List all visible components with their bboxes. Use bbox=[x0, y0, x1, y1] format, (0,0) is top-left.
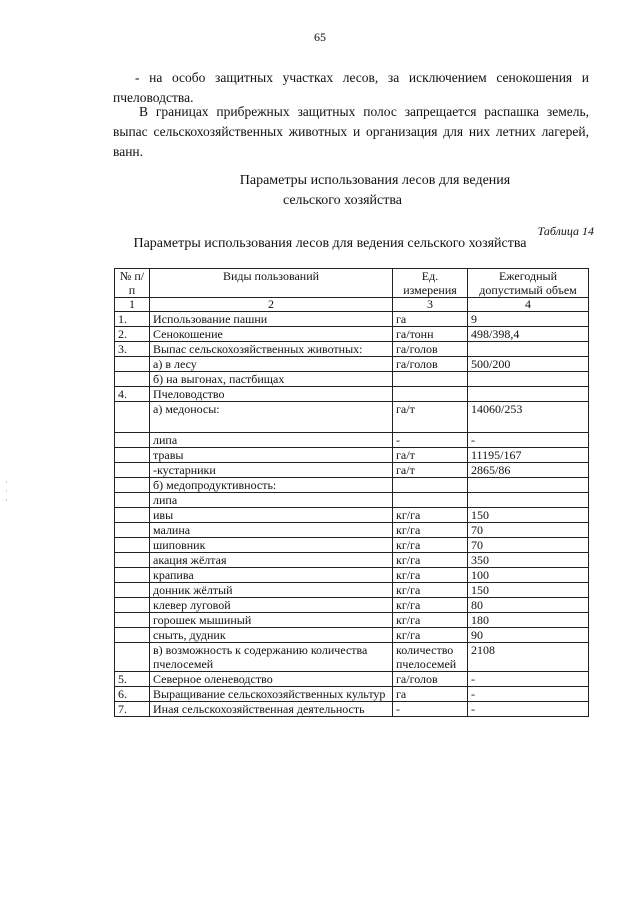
row-volume: - bbox=[468, 433, 589, 448]
row-unit: га/тонн bbox=[393, 327, 468, 342]
row-volume: - bbox=[468, 702, 589, 717]
row-number bbox=[115, 357, 150, 372]
table-row bbox=[115, 702, 589, 717]
table-row bbox=[115, 463, 589, 478]
row-unit: - bbox=[393, 702, 468, 717]
row-unit: - bbox=[393, 433, 468, 448]
row-number: 2. bbox=[115, 327, 150, 342]
row-volume: 150 bbox=[468, 508, 589, 523]
row-volume bbox=[468, 372, 589, 387]
row-number: 7. bbox=[115, 702, 150, 717]
row-volume: 2108 bbox=[468, 643, 589, 672]
column-number: 3 bbox=[393, 298, 468, 312]
row-unit: га bbox=[393, 687, 468, 702]
row-unit: га bbox=[393, 312, 468, 327]
row-use-type: а) медоносы: bbox=[150, 402, 393, 433]
row-unit: кг/га bbox=[393, 628, 468, 643]
table-row bbox=[115, 628, 589, 643]
forest-use-table bbox=[114, 268, 589, 717]
table-row bbox=[115, 672, 589, 687]
row-unit: кг/га bbox=[393, 568, 468, 583]
row-number: 4. bbox=[115, 387, 150, 402]
row-unit: кг/га bbox=[393, 553, 468, 568]
row-unit: га/голов bbox=[393, 342, 468, 357]
row-number: 5. bbox=[115, 672, 150, 687]
table-row bbox=[115, 523, 589, 538]
column-number: 4 bbox=[468, 298, 589, 312]
row-use-type: Пчеловодство bbox=[150, 387, 393, 402]
table-row bbox=[115, 327, 589, 342]
row-unit: га/голов bbox=[393, 672, 468, 687]
row-number bbox=[115, 478, 150, 493]
row-use-type: Сенокошение bbox=[150, 327, 393, 342]
table-row bbox=[115, 433, 589, 448]
row-use-type: б) медопродуктивность: bbox=[150, 478, 393, 493]
row-unit: кг/га bbox=[393, 523, 468, 538]
row-use-type: липа bbox=[150, 493, 393, 508]
table-row bbox=[115, 372, 589, 387]
table-header-row bbox=[115, 269, 589, 298]
row-unit: кг/га bbox=[393, 538, 468, 553]
header-use-type: Виды пользований bbox=[150, 269, 393, 298]
row-number bbox=[115, 493, 150, 508]
row-number bbox=[115, 583, 150, 598]
row-number: 1. bbox=[115, 312, 150, 327]
row-number bbox=[115, 372, 150, 387]
paragraph-2: В границах прибрежных защитных полос запрещается распашка земель, выпас сельскохозяйственных животных и организация для них летних лагерей, ванн. bbox=[113, 104, 589, 159]
row-number bbox=[115, 538, 150, 553]
table-row bbox=[115, 448, 589, 463]
row-use-type: шиповник bbox=[150, 538, 393, 553]
row-volume: 80 bbox=[468, 598, 589, 613]
row-use-type: Выращивание сельскохозяйственных культур bbox=[150, 687, 393, 702]
row-volume bbox=[468, 342, 589, 357]
row-use-type: горошек мышиный bbox=[150, 613, 393, 628]
row-use-type: Иная сельскохозяйственная деятельность bbox=[150, 702, 393, 717]
row-use-type: ивы bbox=[150, 508, 393, 523]
column-number: 1 bbox=[115, 298, 150, 312]
row-use-type: Выпас сельскохозяйственных животных: bbox=[150, 342, 393, 357]
row-volume bbox=[468, 387, 589, 402]
row-volume: - bbox=[468, 687, 589, 702]
row-volume: 100 bbox=[468, 568, 589, 583]
row-volume: 9 bbox=[468, 312, 589, 327]
row-use-type: сныть, дудник bbox=[150, 628, 393, 643]
table-row bbox=[115, 402, 589, 433]
table-caption: Параметры использования лесов для ведения сельского хозяйства bbox=[133, 236, 527, 251]
margin-marks: · · · bbox=[5, 477, 8, 505]
header-unit: Ед. измерения bbox=[393, 269, 468, 298]
table-row bbox=[115, 342, 589, 357]
row-volume: 70 bbox=[468, 538, 589, 553]
row-use-type: акация жёлтая bbox=[150, 553, 393, 568]
section-title-line-2: сельского хозяйства bbox=[282, 193, 403, 208]
row-unit: кг/га bbox=[393, 583, 468, 598]
row-use-type: клевер луговой bbox=[150, 598, 393, 613]
row-use-type: малина bbox=[150, 523, 393, 538]
row-number bbox=[115, 508, 150, 523]
row-number bbox=[115, 568, 150, 583]
row-use-type: крапива bbox=[150, 568, 393, 583]
table-row bbox=[115, 613, 589, 628]
row-number bbox=[115, 402, 150, 433]
row-volume: 500/200 bbox=[468, 357, 589, 372]
row-unit: кг/га bbox=[393, 508, 468, 523]
row-volume: 150 bbox=[468, 583, 589, 598]
table-row bbox=[115, 357, 589, 372]
row-use-type: Использование пашни bbox=[150, 312, 393, 327]
table-row bbox=[115, 312, 589, 327]
table-row bbox=[115, 553, 589, 568]
row-number bbox=[115, 553, 150, 568]
row-volume: 180 bbox=[468, 613, 589, 628]
page-number: 65 bbox=[314, 30, 326, 44]
row-unit: кг/га bbox=[393, 613, 468, 628]
column-number: 2 bbox=[150, 298, 393, 312]
row-number bbox=[115, 628, 150, 643]
row-unit: количество пчелосемей bbox=[393, 643, 468, 672]
row-number: 6. bbox=[115, 687, 150, 702]
table-row bbox=[115, 478, 589, 493]
header-number: № п/п bbox=[115, 269, 150, 298]
row-volume bbox=[468, 493, 589, 508]
column-numbers-row bbox=[115, 298, 589, 312]
table-row bbox=[115, 583, 589, 598]
row-use-type: а) в лесу bbox=[150, 357, 393, 372]
row-number bbox=[115, 448, 150, 463]
row-number bbox=[115, 643, 150, 672]
row-volume: 350 bbox=[468, 553, 589, 568]
table-row bbox=[115, 387, 589, 402]
table-row bbox=[115, 643, 589, 672]
table-row bbox=[115, 508, 589, 523]
row-unit: кг/га bbox=[393, 598, 468, 613]
table-row bbox=[115, 687, 589, 702]
row-unit: га/т bbox=[393, 402, 468, 433]
row-volume: 2865/86 bbox=[468, 463, 589, 478]
row-unit bbox=[393, 387, 468, 402]
row-number bbox=[115, 613, 150, 628]
row-unit bbox=[393, 372, 468, 387]
row-unit: га/т bbox=[393, 448, 468, 463]
row-number bbox=[115, 433, 150, 448]
row-volume: 498/398,4 bbox=[468, 327, 589, 342]
row-use-type: в) возможность к содержанию количества пчелосемей bbox=[150, 643, 393, 672]
row-use-type: б) на выгонах, пастбищах bbox=[150, 372, 393, 387]
table-label: Таблица 14 bbox=[537, 224, 594, 238]
row-use-type: Северное оленеводство bbox=[150, 672, 393, 687]
row-volume: 14060/253 bbox=[468, 402, 589, 433]
row-use-type: травы bbox=[150, 448, 393, 463]
paragraph-1: - на особо защитных участках лесов, за исключением сенокошения и пчеловодства. bbox=[113, 70, 589, 105]
section-title-line-1: Параметры использования лесов для ведения bbox=[239, 173, 511, 188]
row-volume: 90 bbox=[468, 628, 589, 643]
row-unit bbox=[393, 493, 468, 508]
header-annual-volume: Ежегодный допустимый объем bbox=[468, 269, 589, 298]
table-row bbox=[115, 598, 589, 613]
table-row bbox=[115, 538, 589, 553]
row-use-type: -кустарники bbox=[150, 463, 393, 478]
row-use-type: донник жёлтый bbox=[150, 583, 393, 598]
row-volume: 70 bbox=[468, 523, 589, 538]
table-row bbox=[115, 568, 589, 583]
row-volume: 11195/167 bbox=[468, 448, 589, 463]
row-volume bbox=[468, 478, 589, 493]
row-number bbox=[115, 598, 150, 613]
row-unit: га/т bbox=[393, 463, 468, 478]
row-number: 3. bbox=[115, 342, 150, 357]
row-use-type: липа bbox=[150, 433, 393, 448]
row-unit bbox=[393, 478, 468, 493]
row-number bbox=[115, 523, 150, 538]
table-row bbox=[115, 493, 589, 508]
row-number bbox=[115, 463, 150, 478]
section-title bbox=[0, 171, 640, 211]
row-unit: га/голов bbox=[393, 357, 468, 372]
row-volume: - bbox=[468, 672, 589, 687]
